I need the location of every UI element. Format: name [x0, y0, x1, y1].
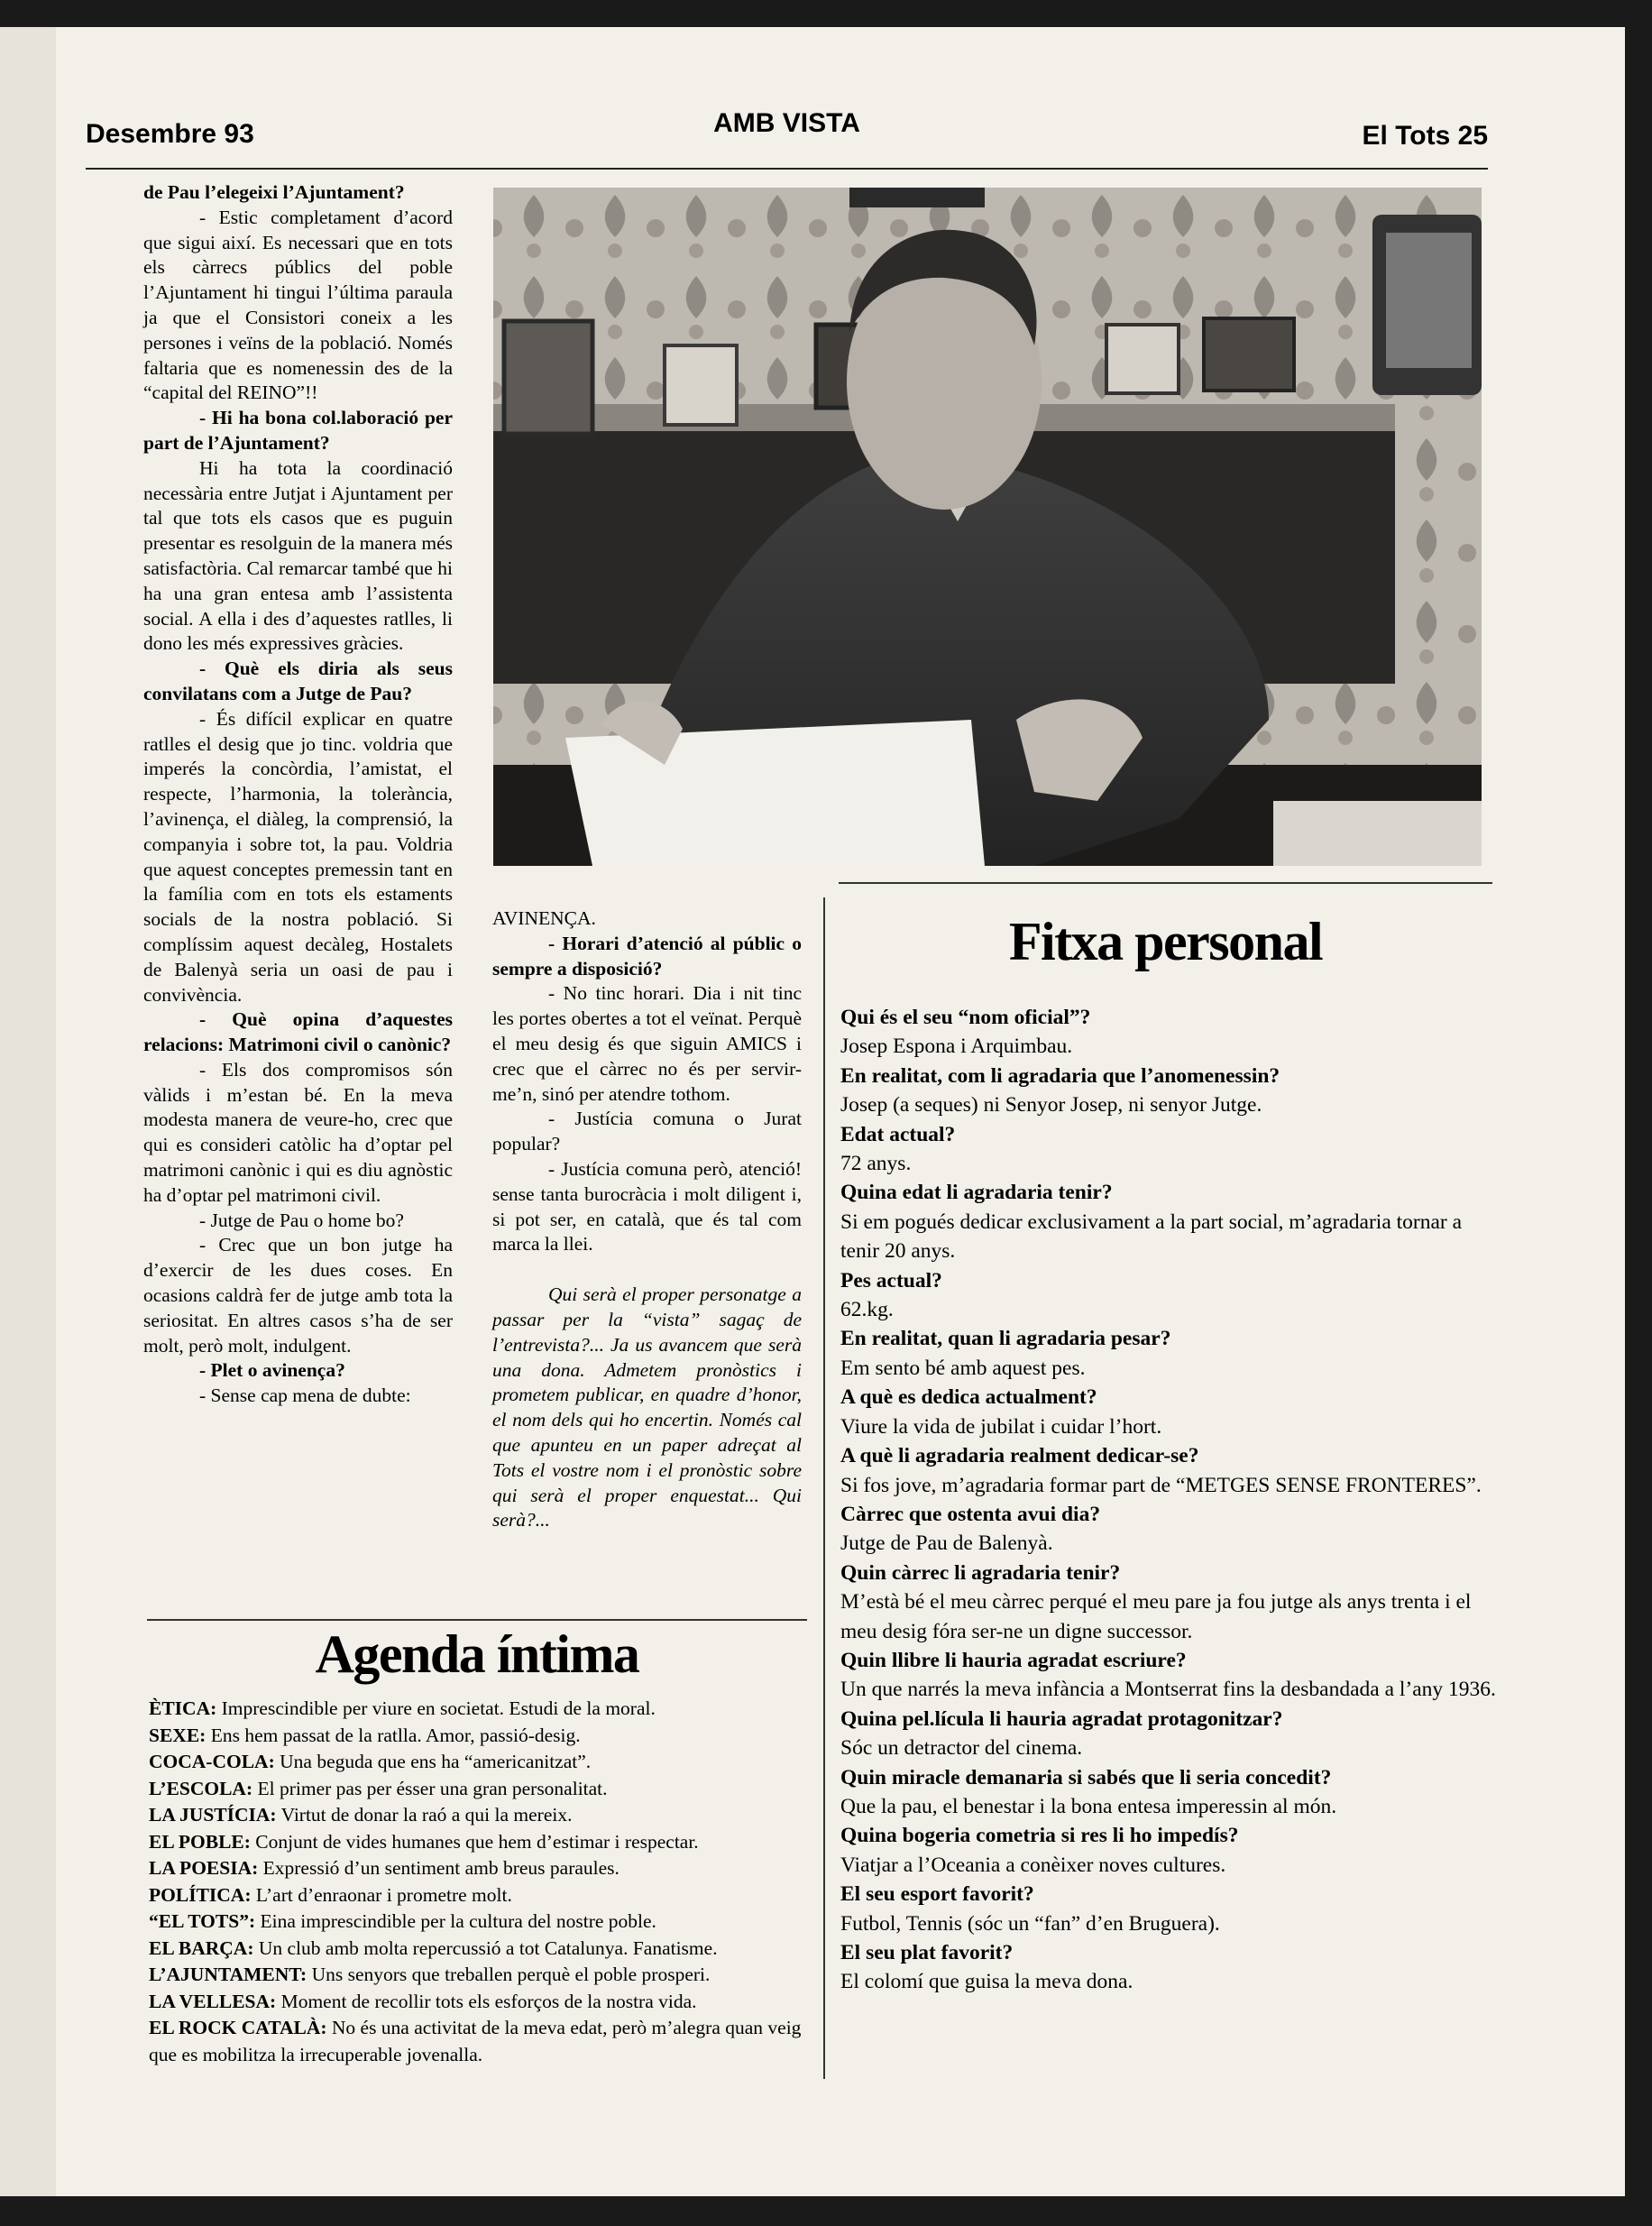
agenda-term: ÈTICA:	[149, 1697, 217, 1719]
interview-question: - Horari d’atenció al públic o sempre a disposició?	[492, 932, 802, 980]
fitxa-answer: Josep (a seques) ni Senyor Josep, ni senyor Jutge.	[840, 1093, 1262, 1118]
fitxa-question: El seu esport favorit?	[840, 1882, 1034, 1907]
fitxa-answer: Viatjar a l’Oceania a conèixer noves cultures.	[840, 1853, 1226, 1877]
agenda-item	[149, 1776, 809, 1803]
agenda-term: L’ESCOLA:	[149, 1777, 253, 1799]
fitxa-answer: 72 anys.	[840, 1152, 912, 1176]
agenda-item	[149, 1723, 809, 1750]
issue-date: Desembre 93	[86, 119, 254, 149]
fitxa-question: A què li agradaria realment dedicar-se?	[840, 1444, 1199, 1468]
agenda-list	[149, 1696, 809, 2068]
agenda-item	[149, 1989, 809, 2016]
fitxa-question: Quina pel.lícula li hauria agradat protagonitzar?	[840, 1706, 1283, 1731]
fitxa-question: Pes actual?	[840, 1268, 942, 1292]
agenda-definition: Una beguda que ens ha “americanitzat”.	[280, 1751, 592, 1772]
fitxa-question: Quin llibre li hauria agradat escriure?	[840, 1648, 1187, 1672]
agenda-item	[149, 1882, 809, 1909]
agenda-item	[149, 1855, 809, 1882]
fitxa-question: Quina edat li agradaria tenir?	[840, 1181, 1113, 1205]
closing-note: Qui serà el proper personatge a passar per la “vista” sagaç de l’entrevista?... Ja us avancem que serà una dona. Admetem pronòstics i prometem publicar, en quadre d’honor, el nom dels qui ho encertin. Només cal que apunteu en un paper adreçat al Tots el vostre nom i el pronòstic sobre qui serà el proper enquestat... Qui serà?...	[492, 1283, 802, 1532]
agenda-title: Agenda íntima	[315, 1624, 639, 1684]
agenda-definition: Virtut de donar la raó a qui la mereix.	[280, 1804, 573, 1826]
fitxa-answer: Si fos jove, m’agradaria formar part de “METGES SENSE FRONTERES”.	[840, 1473, 1482, 1497]
interview-answer: - Crec que un bon jutge ha d’exercir de les dues coses. En ocasions caldrà fer de jutge amb tota la seriositat. En altres casos s’ha de ser molt, però molt, indulgent.	[143, 1234, 453, 1357]
fitxa-question: Qui és el seu “nom oficial”?	[840, 1006, 1091, 1029]
interview-answer: - Jutge de Pau o home bo?	[199, 1209, 404, 1231]
agenda-item	[149, 1936, 809, 1963]
fitxa-answer: Un que narrés la meva infància a Montserrat fins la desbandada a l’any 1936.	[840, 1678, 1496, 1702]
agenda-item	[149, 1696, 809, 1723]
interview-question: - Què opina d’aquestes relacions: Matrimoni civil o canònic?	[143, 1008, 453, 1056]
fitxa-question: A què es dedica actualment?	[840, 1385, 1097, 1410]
fitxa-top-rule	[839, 882, 1492, 884]
agenda-definition: Moment de recollir tots els esforços de la nostra vida.	[280, 1990, 697, 2012]
agenda-term: COCA-COLA:	[149, 1751, 275, 1772]
agenda-term: LA POESIA:	[149, 1857, 259, 1879]
page-number: El Tots 25	[1362, 121, 1488, 151]
agenda-term: EL ROCK CATALÀ:	[149, 2017, 327, 2038]
agenda-top-rule	[147, 1619, 807, 1621]
agenda-term: POLÍTICA:	[149, 1883, 252, 1906]
agenda-item	[149, 1909, 809, 1936]
interview-column-2	[492, 906, 802, 1533]
interview-column-1	[143, 180, 453, 1409]
interview-answer: - Estic completament d’acord que sigui així. Es necessari que en tots els càrrecs públics del poble l’Ajuntament hi tingui l’última paraula ja que el Consistori coneix a les persones i veïns de la població. Només faltaria que es nomenessin des de la “capital del REINO”!!	[143, 206, 453, 404]
agenda-term: LA JUSTÍCIA:	[149, 1804, 277, 1826]
fitxa-question: Quin miracle demanaria si sabés que li seria concedit?	[840, 1765, 1332, 1789]
fitxa-answer: Josep Espona i Arquimbau.	[840, 1035, 1073, 1059]
fitxa-answer: Futbol, Tennis (sóc un “fan” d’en Bruguera).	[840, 1911, 1220, 1936]
agenda-item	[149, 1749, 809, 1776]
column-divider	[823, 897, 825, 2079]
interview-answer: Hi ha tota la coordinació necessària entre Jutjat i Ajuntament per tal que tots els casos que es puguin presentar es resolguin de la manera més satisfactòria. Cal remarcar també que hi ha una gran entesa amb l’assistenta social. A ella i des d’aquestes ratlles, li dono les més expressives gràcies.	[143, 456, 453, 655]
agenda-definition: L’art d’enraonar i prometre molt.	[255, 1883, 512, 1906]
fitxa-answer: Si em pogués dedicar exclusivament a la part social, m’agradaria tornar a tenir 20 anys.	[840, 1210, 1463, 1264]
page-header	[86, 108, 1488, 170]
fitxa-question: Càrrec que ostenta avui dia?	[840, 1502, 1101, 1526]
fitxa-answer: Que la pau, el benestar i la bona entesa imperessin al món.	[840, 1794, 1337, 1818]
fitxa-question: En realitat, com li agradaria que l’anomenessin?	[840, 1063, 1280, 1088]
portrait-photo	[493, 188, 1482, 866]
fitxa-answer: 62.kg.	[840, 1298, 894, 1322]
fitxa-list	[840, 1003, 1497, 1997]
agenda-item	[149, 2015, 809, 2068]
fitxa-title: Fitxa personal	[1008, 912, 1323, 971]
fitxa-question: En realitat, quan li agradaria pesar?	[840, 1327, 1171, 1351]
fitxa-question: Edat actual?	[840, 1122, 956, 1146]
agenda-term: EL POBLE:	[149, 1830, 251, 1853]
agenda-term: L’AJUNTAMENT:	[149, 1964, 307, 1985]
agenda-definition: El primer pas per ésser una gran personalitat.	[257, 1777, 608, 1799]
interview-answer: - És difícil explicar en quatre ratlles el desig que jo tinc. voldria que imperés la concòrdia, l’amistat, el respecte, l’harmonia, la tolerància, l’avinença, el diàleg, la comprensió, la companyia i sobre tot, la pau. Voldria que aquest conceptes premessin tant en la família com en tots els estaments socials de la nostra població. Si complíssim aquest decàleg, Hostalets de Balenyà seria un oasi de pau i convivència.	[143, 707, 453, 1006]
agenda-definition: Conjunt de vides humanes que hem d’estimar i respectar.	[255, 1830, 699, 1853]
agenda-item	[149, 1802, 809, 1829]
agenda-definition: Imprescindible per viure en societat. Estudi de la moral.	[221, 1697, 656, 1719]
fitxa-answer: M’està bé el meu càrrec perqué el meu pare ja fou jutge als anys trenta i el meu desig fóra ser-ne un digne successor.	[840, 1590, 1472, 1643]
section-title: AMB VISTA	[713, 108, 860, 138]
fitxa-question: Quina bogeria cometria si res li ho impedís?	[840, 1824, 1239, 1848]
interview-answer: - Els dos compromisos són vàlids i m’estan bé. En la meva modesta manera de veure-ho, crec que qui es consideri catòlic ha d’optar pel matrimoni canònic i qui es diu agnòstic ha d’optar pel matrimoni civil.	[143, 1058, 453, 1206]
interview-answer: - Justícia comuna però, atenció! sense tanta burocràcia i molt diligent i, si pot ser, en català, que és tal com marca la llei.	[492, 1157, 802, 1256]
interview-question: de Pau l’elegeixi l’Ajuntament?	[143, 181, 405, 203]
agenda-item	[149, 1829, 809, 1856]
fitxa-question: El seu plat favorit?	[840, 1941, 1014, 1964]
agenda-definition: Ens hem passat de la ratlla. Amor, passió-desig.	[210, 1724, 581, 1746]
interview-answer: - Sense cap mena de dubte:	[199, 1384, 411, 1407]
fitxa-answer: Jutge de Pau de Balenyà.	[840, 1532, 1053, 1556]
fitxa-answer: Em sento bé amb aquest pes.	[840, 1356, 1086, 1380]
fitxa-answer: El colomí que guisa la meva dona.	[840, 1970, 1133, 1994]
agenda-definition: Uns senyors que treballen perquè el poble prosperi.	[311, 1964, 711, 1985]
facing-page-edge	[0, 27, 56, 2196]
interview-question: - Hi ha bona col.laboració per part de l’Ajuntament?	[143, 407, 453, 454]
agenda-definition: Un club amb molta repercussió a tot Catalunya. Fanatisme.	[258, 1936, 718, 1959]
agenda-term: EL BARÇA:	[149, 1936, 254, 1959]
fitxa-answer: Viure la vida de jubilat i cuidar l’hort.	[840, 1414, 1162, 1439]
agenda-item	[149, 1962, 809, 1989]
agenda-term: “EL TOTS”:	[149, 1910, 256, 1932]
interview-answer: - No tinc horari. Dia i nit tinc les portes obertes a tot el veïnat. Perquè el meu desig és que siguin AMICS i crec que el càrrec no és per servir-me’n, sinó per atendre tothom.	[492, 982, 802, 1105]
agenda-term: SEXE:	[149, 1724, 206, 1746]
agenda-definition: Expressió d’un sentiment amb breus paraules.	[262, 1857, 620, 1879]
agenda-term: LA VELLESA:	[149, 1990, 277, 2012]
interview-question: - Plet o avinença?	[199, 1359, 345, 1382]
interview-answer: AVINENÇA.	[492, 907, 596, 929]
agenda-definition: No és una activitat de la meva edat, però m’alegra quan veig que es mobilitza la irrecuperable jovenalla.	[149, 2017, 802, 2065]
fitxa-answer: Sóc un detractor del cinema.	[840, 1736, 1083, 1761]
interview-answer: - Justícia comuna o Jurat popular?	[492, 1108, 802, 1155]
agenda-definition: Eina imprescindible per la cultura del nostre poble.	[260, 1910, 656, 1932]
fitxa-question: Quin càrrec li agradaria tenir?	[840, 1560, 1121, 1585]
interview-question: - Què els diria als seus convilatans com a Jutge de Pau?	[143, 658, 453, 704]
